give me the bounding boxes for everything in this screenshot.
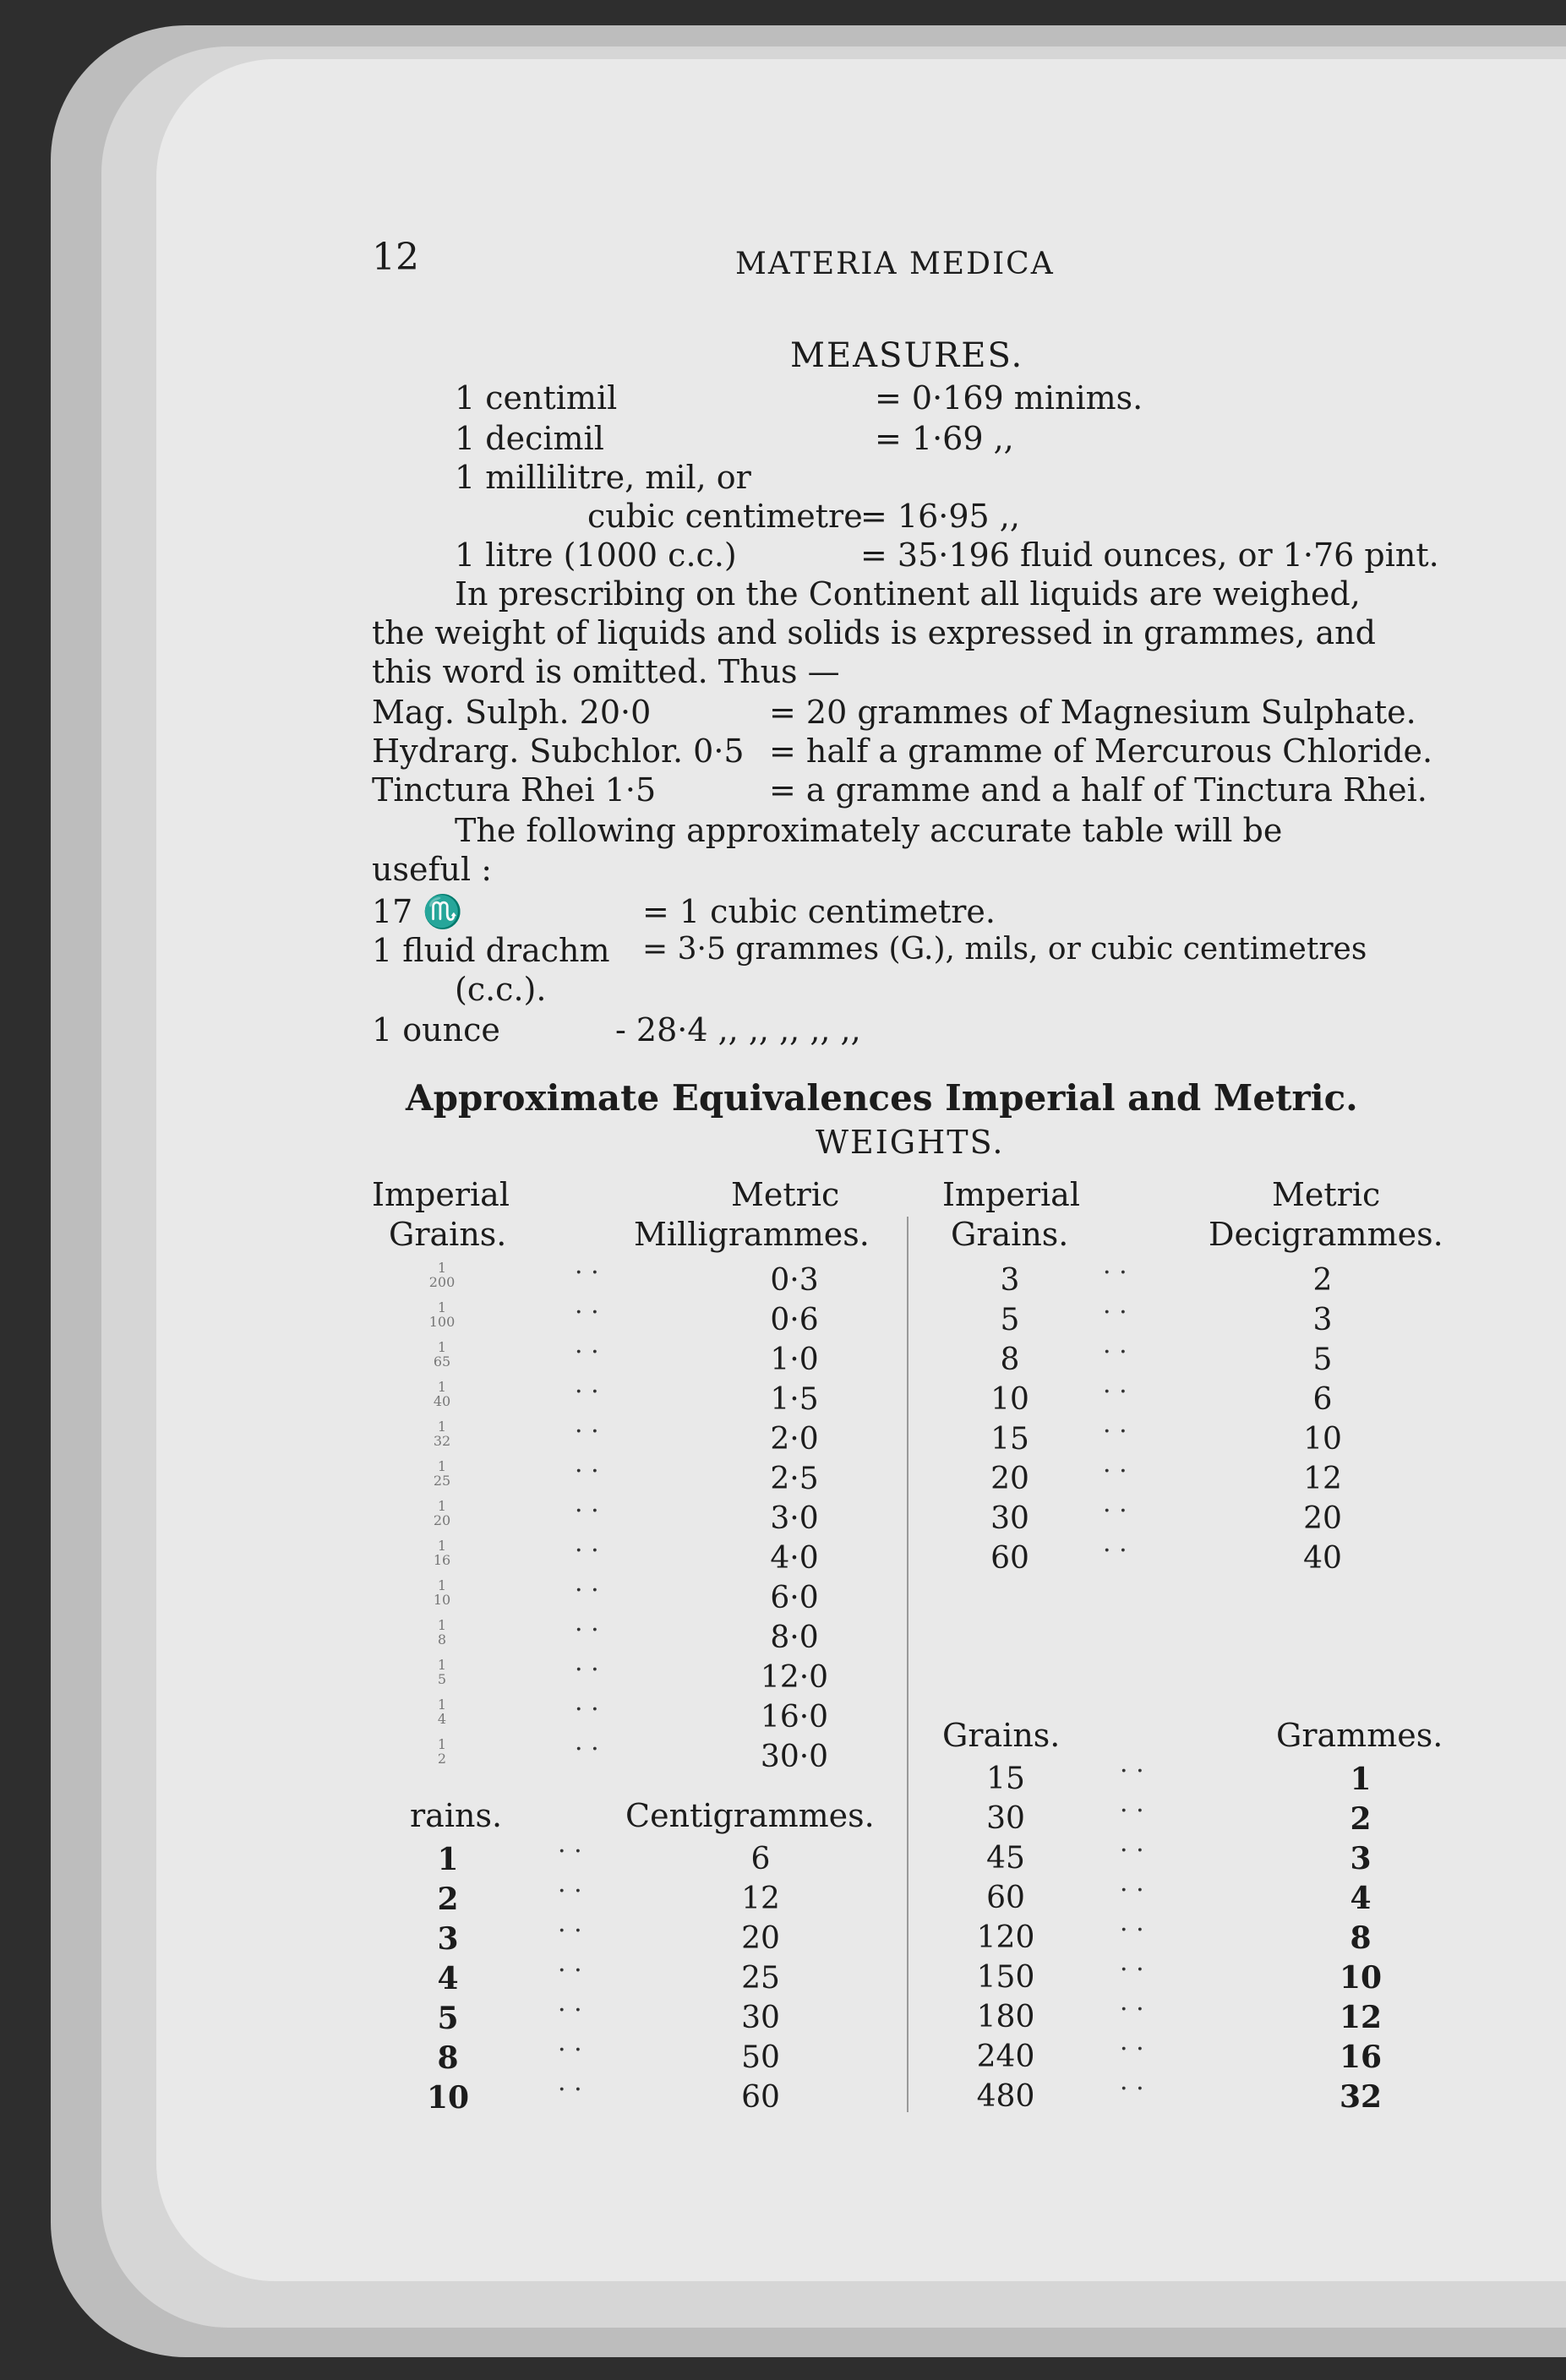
leader-dots: · · [575,1377,599,1407]
grain-value: 180 [976,2000,1035,2034]
fraction-numerator: 1 [437,1339,447,1355]
grain-value: 2 [437,1882,459,1917]
leader-dots: · · [558,2035,582,2065]
grain-value: 30 [986,1801,1025,1836]
centigramme-value: 60 [741,2080,780,2115]
paragraph-line: this word is omitted. Thus — [372,653,840,690]
fraction-grain [425,1619,459,1647]
fraction-denominator: 8 [437,1631,447,1647]
fraction-denominator: 65 [433,1353,451,1370]
fraction-numerator: 1 [437,1538,447,1554]
fraction-denominator: 4 [437,1710,447,1727]
grain-value: 3 [1000,1263,1020,1298]
decigramme-value: 40 [1303,1541,1342,1576]
running-head: MATERIA MEDICA [735,247,1055,281]
measure-value: = 1·69 ,, [875,420,1014,457]
fraction-denominator: 32 [433,1432,451,1449]
centigramme-value: 12 [741,1882,780,1916]
leader-dots: · · [1103,1457,1127,1486]
leader-dots: · · [558,2075,582,2105]
leader-dots: · · [575,1735,599,1764]
decigramme-value: 3 [1312,1303,1333,1337]
grain-value: 480 [976,2079,1035,2114]
fraction-denominator: 2 [437,1750,447,1767]
leader-dots: · · [558,1956,582,1985]
leader-dots: · · [575,1536,599,1566]
decigramme-value: 2 [1312,1263,1333,1298]
left-col2-head: Metric [731,1176,840,1213]
milligramme-value: 6·0 [770,1581,819,1615]
fraction-numerator: 1 [437,1419,447,1435]
paragraph-line: the weight of liquids and solids is expressed in grammes, and [372,614,1376,651]
fraction-denominator: 10 [433,1591,451,1608]
measure-label: 1 centimil [455,379,618,417]
milligramme-value: 1·5 [770,1382,819,1417]
fraction-numerator: 1 [437,1657,447,1673]
leader-dots: · · [575,1576,599,1605]
leader-dots: · · [1120,2034,1144,2064]
leader-dots: · · [1103,1337,1127,1367]
gramme-value: 8 [1350,1920,1372,1956]
leader-dots: · · [558,1876,582,1906]
measure-label: 1 decimil [455,420,604,457]
milligramme-value: 30·0 [760,1740,829,1774]
fraction-denominator: 200 [428,1273,456,1290]
fraction-grain [425,1738,459,1767]
fraction-grain [425,1698,459,1727]
leader-dots: · · [1120,2074,1144,2104]
fraction-grain [425,1539,459,1568]
leader-dots: · · [1120,1876,1144,1905]
leader-dots: · · [1103,1298,1127,1327]
grain-value: 5 [437,2001,459,2036]
grain-value: 15 [986,1762,1025,1796]
leader-dots: · · [1103,1496,1127,1526]
fraction-grain [425,1658,459,1687]
fraction-numerator: 1 [437,1577,447,1593]
centigramme-value: 25 [741,1961,780,1996]
grain-value: 240 [976,2040,1035,2074]
leader-dots: · · [575,1337,599,1367]
leader-dots: · · [575,1655,599,1685]
centigramme-value: 30 [741,2001,780,2035]
centigramme-value: 50 [741,2040,780,2075]
centigramme-value: 6 [750,1842,771,1876]
right-col1-head: Grains. [951,1216,1069,1253]
leader-dots: · · [558,1916,582,1946]
gramme-value: 12 [1339,2000,1383,2035]
milligramme-value: 0·6 [770,1303,819,1337]
fraction-denominator: 25 [433,1472,451,1489]
fraction-denominator: 5 [437,1670,447,1687]
fraction-grain [425,1460,459,1489]
grain-value: 10 [426,2080,470,2116]
paragraph-line: useful : [372,851,493,888]
measure-label: 1 litre (1000 c.c.) [455,536,737,574]
fraction-grain [425,1301,459,1330]
milligramme-value: 8·0 [770,1620,819,1655]
example-label: Tinctura Rhei 1·5 [372,771,657,809]
milligramme-value: 0·3 [770,1263,819,1298]
gramme-value: 1 [1350,1762,1372,1797]
grain-value: 60 [990,1541,1029,1576]
gramme-value: 16 [1339,2040,1383,2075]
decigramme-value: 5 [1312,1342,1333,1377]
leader-dots: · · [558,1837,582,1866]
leader-dots: · · [558,1996,582,2025]
right-col2-head: Metric [1272,1176,1381,1213]
fraction-numerator: 1 [437,1260,447,1276]
example-label: Hydrarg. Subchlor. 0·5 [372,733,745,770]
column-divider [907,1217,908,2112]
grain-value: 60 [986,1881,1025,1915]
left-col1-head: Imperial [372,1176,510,1213]
gramme-value: 10 [1339,1960,1383,1996]
leader-dots: · · [575,1298,599,1327]
approx-value: = 3·5 grammes (G.), mils, or cubic centimetres [642,932,1367,967]
leader-dots: · · [1120,1915,1144,1945]
milligramme-value: 2·0 [770,1422,819,1457]
paragraph-line: In prescribing on the Continent all liquids are weighed, [455,575,1361,613]
fraction-grain [425,1381,459,1409]
fraction-grain [425,1341,459,1370]
fraction-numerator: 1 [437,1379,447,1395]
right-col1-head: Imperial [942,1176,1080,1213]
decigramme-value: 20 [1303,1501,1342,1536]
gramme-value: 32 [1339,2079,1383,2115]
fraction-denominator: 16 [433,1551,451,1568]
right-sub-head: Grammes. [1276,1717,1443,1754]
grain-value: 3 [437,1921,459,1957]
example-value: = 20 grammes of Magnesium Sulphate. [769,694,1416,731]
decigramme-value: 6 [1312,1382,1333,1417]
decigramme-value: 10 [1303,1422,1342,1457]
leader-dots: · · [1120,1796,1144,1826]
leader-dots: · · [575,1615,599,1645]
milligramme-value: 16·0 [760,1700,829,1735]
centigramme-value: 20 [741,1921,780,1956]
decigramme-value: 12 [1303,1462,1342,1496]
grain-value: 20 [990,1462,1029,1496]
approx-value: - 28·4 ,, ,, ,, ,, ,, [615,1011,861,1048]
milligramme-value: 12·0 [760,1660,829,1695]
gramme-value: 2 [1350,1801,1372,1837]
grain-value: 15 [990,1422,1029,1457]
example-value: = half a gramme of Mercurous Chloride. [769,733,1433,770]
left-col1-head: Grains. [389,1216,507,1253]
leader-dots: · · [575,1695,599,1724]
grain-value: 1 [437,1842,459,1877]
milligramme-value: 3·0 [770,1501,819,1536]
grain-value: 10 [990,1382,1029,1417]
fraction-numerator: 1 [437,1299,447,1315]
example-value: = a gramme and a half of Tinctura Rhei. [769,771,1427,809]
leader-dots: · · [575,1258,599,1288]
measure-label: cubic centimetre [587,498,863,535]
approx-label: 1 fluid drachm [372,932,610,969]
approx-label: 1 ounce [372,1011,500,1048]
weights-heading: WEIGHTS. [816,1124,1005,1161]
grain-value: 30 [990,1501,1029,1536]
leader-dots: · · [575,1496,599,1526]
fraction-grain [425,1500,459,1528]
paragraph-line: The following approximately accurate table will be [455,812,1283,849]
measures-heading: MEASURES. [790,336,1024,375]
milligramme-value: 4·0 [770,1541,819,1576]
leader-dots: · · [1103,1258,1127,1288]
leader-dots: · · [1120,1836,1144,1865]
measure-value: = 0·169 minims. [875,379,1143,417]
leader-dots: · · [1120,1995,1144,2024]
milligramme-value: 2·5 [770,1462,819,1496]
right-col2-head: Decigrammes. [1209,1216,1443,1253]
leader-dots: · · [575,1417,599,1446]
fraction-denominator: 20 [433,1511,451,1528]
grain-value: 45 [986,1841,1025,1876]
gramme-value: 4 [1350,1881,1372,1916]
approx-label: 17 ♏ [372,893,463,930]
grain-value: 8 [1000,1342,1020,1377]
fraction-numerator: 1 [437,1498,447,1514]
fraction-denominator: 40 [433,1392,451,1409]
leader-dots: · · [1103,1377,1127,1407]
fraction-numerator: 1 [437,1458,447,1474]
grain-value: 5 [1000,1303,1020,1337]
fraction-numerator: 1 [437,1617,447,1633]
leader-dots: · · [1120,1955,1144,1985]
milligramme-value: 1·0 [770,1342,819,1377]
left-col2-head: Milligrammes. [634,1216,870,1253]
fraction-grain [425,1579,459,1608]
grain-value: 4 [437,1961,459,1996]
left-sub-head: Centigrammes. [625,1797,875,1834]
fraction-numerator: 1 [437,1736,447,1752]
approx-label: (c.c.). [455,971,547,1008]
fraction-grain [425,1261,459,1290]
leader-dots: · · [1103,1417,1127,1446]
fraction-numerator: 1 [437,1696,447,1713]
right-sub-head: Grains. [942,1717,1061,1754]
left-sub-head: rains. [410,1797,503,1834]
leader-dots: · · [1120,1756,1144,1786]
measure-value: = 16·95 ,, [860,498,1020,535]
fraction-denominator: 100 [428,1313,456,1330]
example-label: Mag. Sulph. 20·0 [372,694,652,731]
grain-value: 150 [976,1960,1035,1995]
grain-value: 120 [976,1920,1035,1955]
approx-value: = 1 cubic centimetre. [642,893,996,930]
page-number: 12 [372,236,419,279]
grain-value: 8 [437,2040,459,2076]
leader-dots: · · [1103,1536,1127,1566]
measure-value: = 35·196 fluid ounces, or 1·76 pint. [860,536,1439,574]
gramme-value: 3 [1350,1841,1372,1876]
equivalences-title: Approximate Equivalences Imperial and Metric. [406,1077,1358,1119]
leader-dots: · · [575,1457,599,1486]
fraction-grain [425,1420,459,1449]
measure-label: 1 millilitre, mil, or [455,459,751,496]
